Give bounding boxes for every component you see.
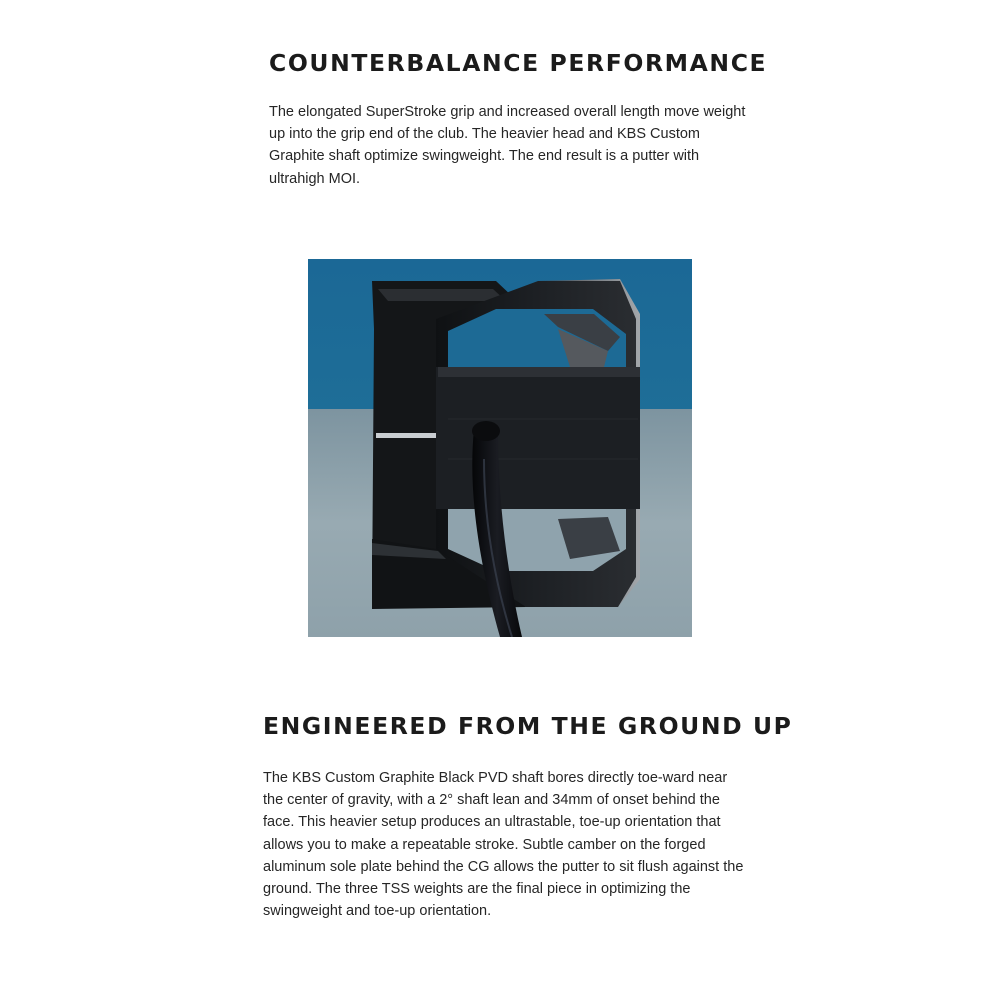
section-counterbalance — [269, 48, 768, 190]
putter-hosel — [472, 421, 500, 441]
section-body: The KBS Custom Graphite Black PVD shaft bores directly toe-ward near the center of gravity, with a 2° shaft lean and 34mm of onset behind the face. This heavier setup produces an ultrastable, toe-up orientation that allows you to make a repeatable stroke. Subtle camber on the forged aluminum sole plate behind the CG allows the putter to sit flush against the ground. The three TSS weights are the final piece in optimizing the swingweight and toe-up orientation. — [263, 770, 744, 920]
putter-illustration — [308, 259, 692, 637]
putter-face-plate — [436, 367, 640, 509]
putter-alignment-line — [376, 433, 436, 438]
putter-photo — [308, 259, 692, 637]
section-heading: ENGINEERED FROM THE GROUND UP — [263, 712, 793, 740]
section-body: The elongated SuperStroke grip and increased overall length move weight up into the grip end of the club. The heavier head and KBS Custom Graphite shaft optimize swingweight. The end result is a putter with ultrahigh MOI. — [269, 104, 746, 187]
section-engineered — [263, 711, 793, 922]
section-heading: COUNTERBALANCE PERFORMANCE — [269, 49, 768, 77]
